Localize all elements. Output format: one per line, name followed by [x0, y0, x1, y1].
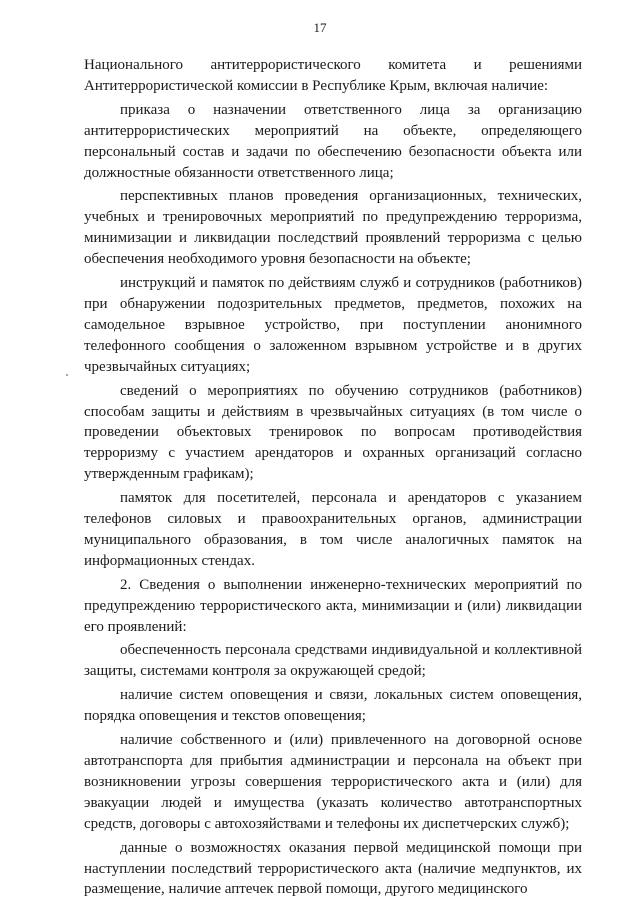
paragraph-medical-aid: данные о возможностях оказания первой медицинской помощи при наступлении последствий террористического акта (наличие медпунктов, их размещение, наличие аптечек первой помощи, другого медицинского: [84, 839, 582, 898]
paragraph-instructions: инструкций и памяток по действиям служб и сотрудников (работников) при обнаружении подозрительных предметов, предметов, похожих на самодельное взрывное устройство, при поступлении анонимного телефонного сообщения о заложенном взрывном устройстве и в других чрезвычайных ситуациях;: [84, 275, 582, 375]
page-number: 17: [313, 20, 327, 35]
paragraph-training-info: сведений о мероприятиях по обучению сотрудников (работников) способам защиты и действиям в чрезвычайных ситуациях (в том числе о проведении объектовых тренировок по вопросам противодействия терроризму с участием арендаторов и охранных организаций согласно утвержденным графикам);: [84, 382, 582, 483]
paragraph-notification-systems: наличие систем оповещения и связи, локальных систем оповещения, порядка оповещения и текстов оповещения;: [84, 687, 582, 725]
paragraph-protective-equipment: обеспеченность персонала средствами индивидуальной и коллективной защиты, системами контроля за окружающей средой;: [84, 642, 582, 680]
paragraph-transport: наличие собственного и (или) привлеченного на договорной основе автотранспорта для прибытия администрации и персонала на объект при возникновении угрозы совершения террористического акта и (или) для эвакуации людей и имущества (указать количество автотранспортных средств, договоры с автохозяйствами и телефоны их диспетчерских служб);: [84, 732, 582, 832]
paragraph-continuation: Национального антитеррористического комитета и решениями Антитеррористической комиссии в Республике Крым, включая наличие:: [84, 57, 582, 94]
paragraph-visitor-memos: памяток для посетителей, персонала и арендаторов с указанием телефонов силовых и правоохранительных органов, администрации муниципального образования, в том числе аналогичных памяток на информационных стендах.: [84, 490, 582, 569]
document-body: [84, 55, 582, 900]
paragraph-prospective-plans: перспективных планов проведения организационных, технических, учебных и тренировочных мероприятий по предупреждению терроризма, минимизации и ликвидации последствий проявлений терроризма с целью обеспечения необходимого уровня безопасности на объекте;: [84, 188, 582, 268]
paragraph-order-appointment: приказа о назначении ответственного лица за организацию антитеррористических мероприятий на объекте, определяющего персональный состав и задачи по обеспечению безопасности объекта или должностные обязанности ответственного лица;: [84, 101, 582, 181]
scan-speck: [66, 374, 68, 376]
paragraph-section-2-heading: 2. Сведения о выполнении инженерно-технических мероприятий по предупреждению террористического акта, минимизации и (или) ликвидации его проявлений:: [84, 576, 582, 635]
